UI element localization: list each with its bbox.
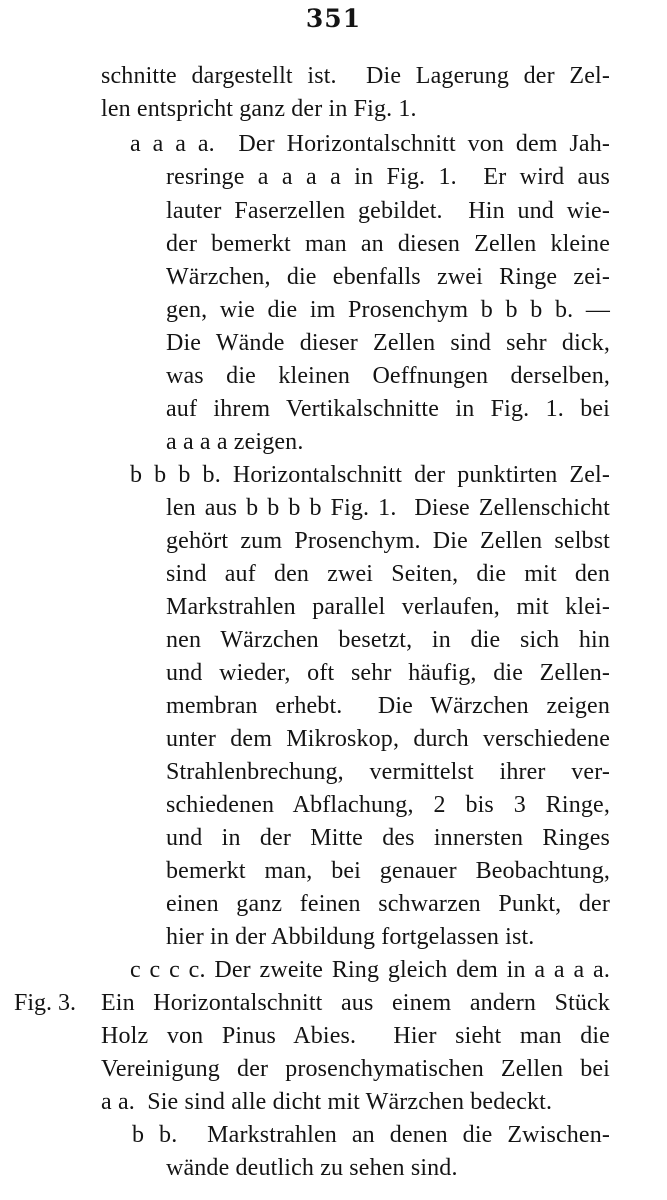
text-line: unter dem Mikroskop, durch verschiedene: [166, 726, 610, 752]
text-line: gehört zum Prosenchym. Die Zellen selbst: [166, 528, 610, 554]
text-line: Markstrahlen parallel verlaufen, mit klei-: [166, 594, 610, 620]
text-line: len aus b b b b Fig. 1. Diese Zellenschicht: [166, 495, 610, 521]
text-line: schnitte dargestellt ist. Die Lagerung der Zel-: [101, 63, 610, 89]
text-line: schiedenen Abflachung, 2 bis 3 Ringe,: [166, 792, 610, 818]
text-line: b b b b. Horizontalschnitt der punktirten Zel-: [130, 462, 610, 488]
text-line: Ein Horizontalschnitt aus einem andern Stück: [101, 990, 610, 1016]
text-line: lauter Faserzellen gebildet. Hin und wie-: [166, 198, 610, 224]
text-line: hier in der Abbildung fortgelassen ist.: [166, 924, 535, 950]
text-line: resringe a a a a in Fig. 1. Er wird aus: [166, 164, 610, 190]
text-line: Strahlenbrechung, vermittelst ihrer ver-: [166, 759, 610, 785]
text-line: a a a a zeigen.: [166, 429, 304, 455]
text-line: a a. Sie sind alle dicht mit Wärzchen bedeckt.: [101, 1089, 553, 1115]
figure-label: Fig. 3.: [14, 990, 77, 1016]
text-line: len entspricht ganz der in Fig. 1.: [101, 96, 417, 122]
text-line: Die Wände dieser Zellen sind sehr dick,: [166, 330, 610, 356]
text-line: Vereinigung der prosenchymatischen Zellen bei: [101, 1056, 610, 1082]
text-line: auf ihrem Vertikalschnitte in Fig. 1. bei: [166, 396, 610, 422]
text-line: b b. Markstrahlen an denen die Zwischen-: [132, 1122, 610, 1148]
text-line: der bemerkt man an diesen Zellen kleine: [166, 231, 610, 257]
text-line: und wieder, oft sehr häufig, die Zellen-: [166, 660, 610, 686]
page-number: 351: [305, 4, 362, 33]
text-line: sind auf den zwei Seiten, die mit den: [166, 561, 610, 587]
text-line: und in der Mitte des innersten Ringes: [166, 825, 610, 851]
text-line: c c c c. Der zweite Ring gleich dem in a a a a.: [130, 957, 610, 983]
text-line: gen, wie die im Prosenchym b b b b. —: [166, 297, 610, 323]
text-line: a a a a. Der Horizontalschnitt von dem Jah-: [130, 131, 610, 157]
text-line: Holz von Pinus Abies. Hier sieht man die: [101, 1023, 610, 1049]
text-line: Wärzchen, die ebenfalls zwei Ringe zei-: [166, 264, 610, 290]
text-line: was die kleinen Oeffnungen derselben,: [166, 363, 610, 389]
text-line: bemerkt man, bei genauer Beobachtung,: [166, 858, 610, 884]
text-line: wände deutlich zu sehen sind.: [166, 1155, 458, 1181]
text-line: membran erhebt. Die Wärzchen zeigen: [166, 693, 610, 719]
text-line: nen Wärzchen besetzt, in die sich hin: [166, 627, 610, 653]
text-line: einen ganz feinen schwarzen Punkt, der: [166, 891, 610, 917]
